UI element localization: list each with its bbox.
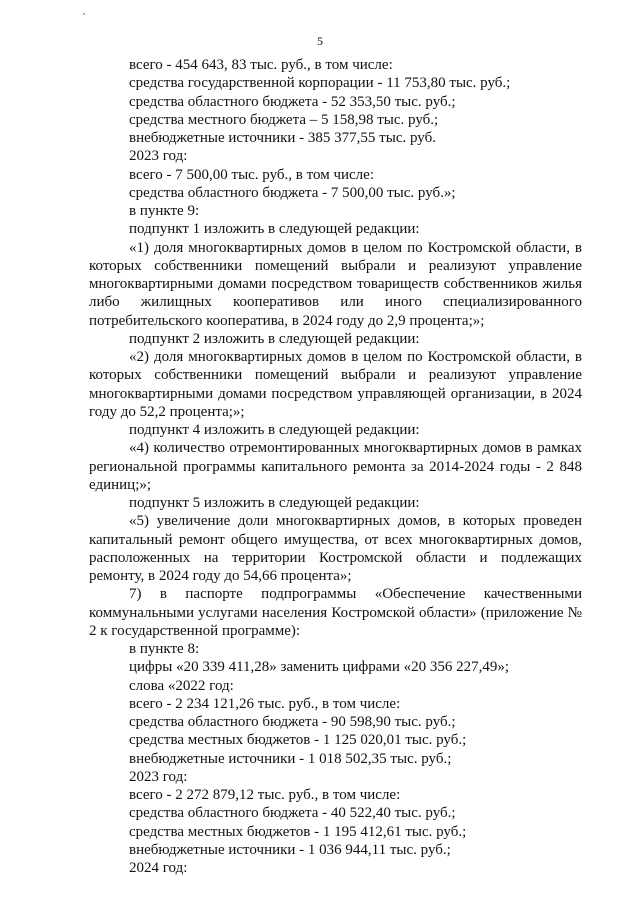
text-line: 2023 год: xyxy=(129,148,188,165)
text-line: внебюджетные источники - 1 036 944,11 тыс. руб.; xyxy=(129,841,451,858)
text-line: подпункт 2 изложить в следующей редакции: xyxy=(129,330,420,347)
text-line: внебюджетные источники - 385 377,55 тыс. руб. xyxy=(129,130,436,146)
text-line: всего - 2 272 879,12 тыс. руб., в том числе: xyxy=(129,787,401,803)
text-line: всего - 2 234 121,26 тыс. руб., в том числе: xyxy=(129,695,401,712)
paragraph: 7) в паспорте подпрограммы «Обеспечение качественными коммунальными услугами населения Костромской области» (приложение № 2 к государственной программе): xyxy=(89,586,582,639)
text-line: средства государственной корпорации - 11 753,80 тыс. руб.; xyxy=(129,75,511,92)
text-line: средства местных бюджетов - 1 195 412,61 тыс. руб.; xyxy=(129,823,467,840)
text-line: средства местных бюджетов - 1 125 020,01 тыс. руб.; xyxy=(129,732,467,749)
text-line: подпункт 1 изложить в следующей редакции: xyxy=(129,221,420,238)
text-line: средства областного бюджета - 40 522,40 тыс. руб.; xyxy=(129,805,456,822)
page-number: 5 xyxy=(317,34,323,48)
document-body xyxy=(89,56,582,877)
scan-artifact-dot xyxy=(83,13,85,15)
text-line: всего - 454 643, 83 тыс. руб., в том числе: xyxy=(129,57,393,73)
paragraph: «5) увеличение доли многоквартирных домов, в которых проведен капитальный ремонт общего имущества, от всех многоквартирных домов, расположенных на территории Костромской области и подлежащих ремонту, в 2024 году до 54,66 процента»; xyxy=(89,513,582,584)
text-line: внебюджетные источники - 1 018 502,35 тыс. руб.; xyxy=(129,750,452,767)
text-line: цифры «20 339 411,28» заменить цифрами «20 356 227,49»; xyxy=(129,659,510,676)
text-line: средства областного бюджета - 52 353,50 тыс. руб.; xyxy=(129,93,456,110)
text-line: 2024 год: xyxy=(129,860,188,876)
text-line: 2023 год: xyxy=(129,768,188,785)
text-line: в пункте 8: xyxy=(129,641,200,657)
text-line: в пункте 9: xyxy=(129,203,200,219)
text-line: всего - 7 500,00 тыс. руб., в том числе: xyxy=(129,166,374,183)
text-line: подпункт 4 изложить в следующей редакции: xyxy=(129,422,420,438)
text-line: средства областного бюджета - 7 500,00 тыс. руб.»; xyxy=(129,184,456,201)
text-line: подпункт 5 изложить в следующей редакции: xyxy=(129,495,420,511)
text-line: средства местного бюджета – 5 158,98 тыс. руб.; xyxy=(129,111,439,128)
paragraph: «4) количество отремонтированных многоквартирных домов в рамках региональной программы капитального ремонта за 2014-2024 годы - 2 848 единиц;»; xyxy=(89,440,582,493)
paragraph: «2) доля многоквартирных домов в целом по Костромской области, в которых собственники помещений выбрали и реализуют управление многоквартирными домами посредством управляющей организации, в 2024 году до 52,2 процента;»; xyxy=(89,349,582,420)
text-line: слова «2022 год: xyxy=(129,677,234,694)
text-line: средства областного бюджета - 90 598,90 тыс. руб.; xyxy=(129,714,456,730)
paragraph: «1) доля многоквартирных домов в целом по Костромской области, в которых собственники помещений выбрали и реализуют управление многоквартирными домами посредством товариществ собственников жилья либо жилищных кооперативов или иного специализированного потребительского кооператива, в 2024 году до 2,9 процента;»; xyxy=(89,239,582,329)
